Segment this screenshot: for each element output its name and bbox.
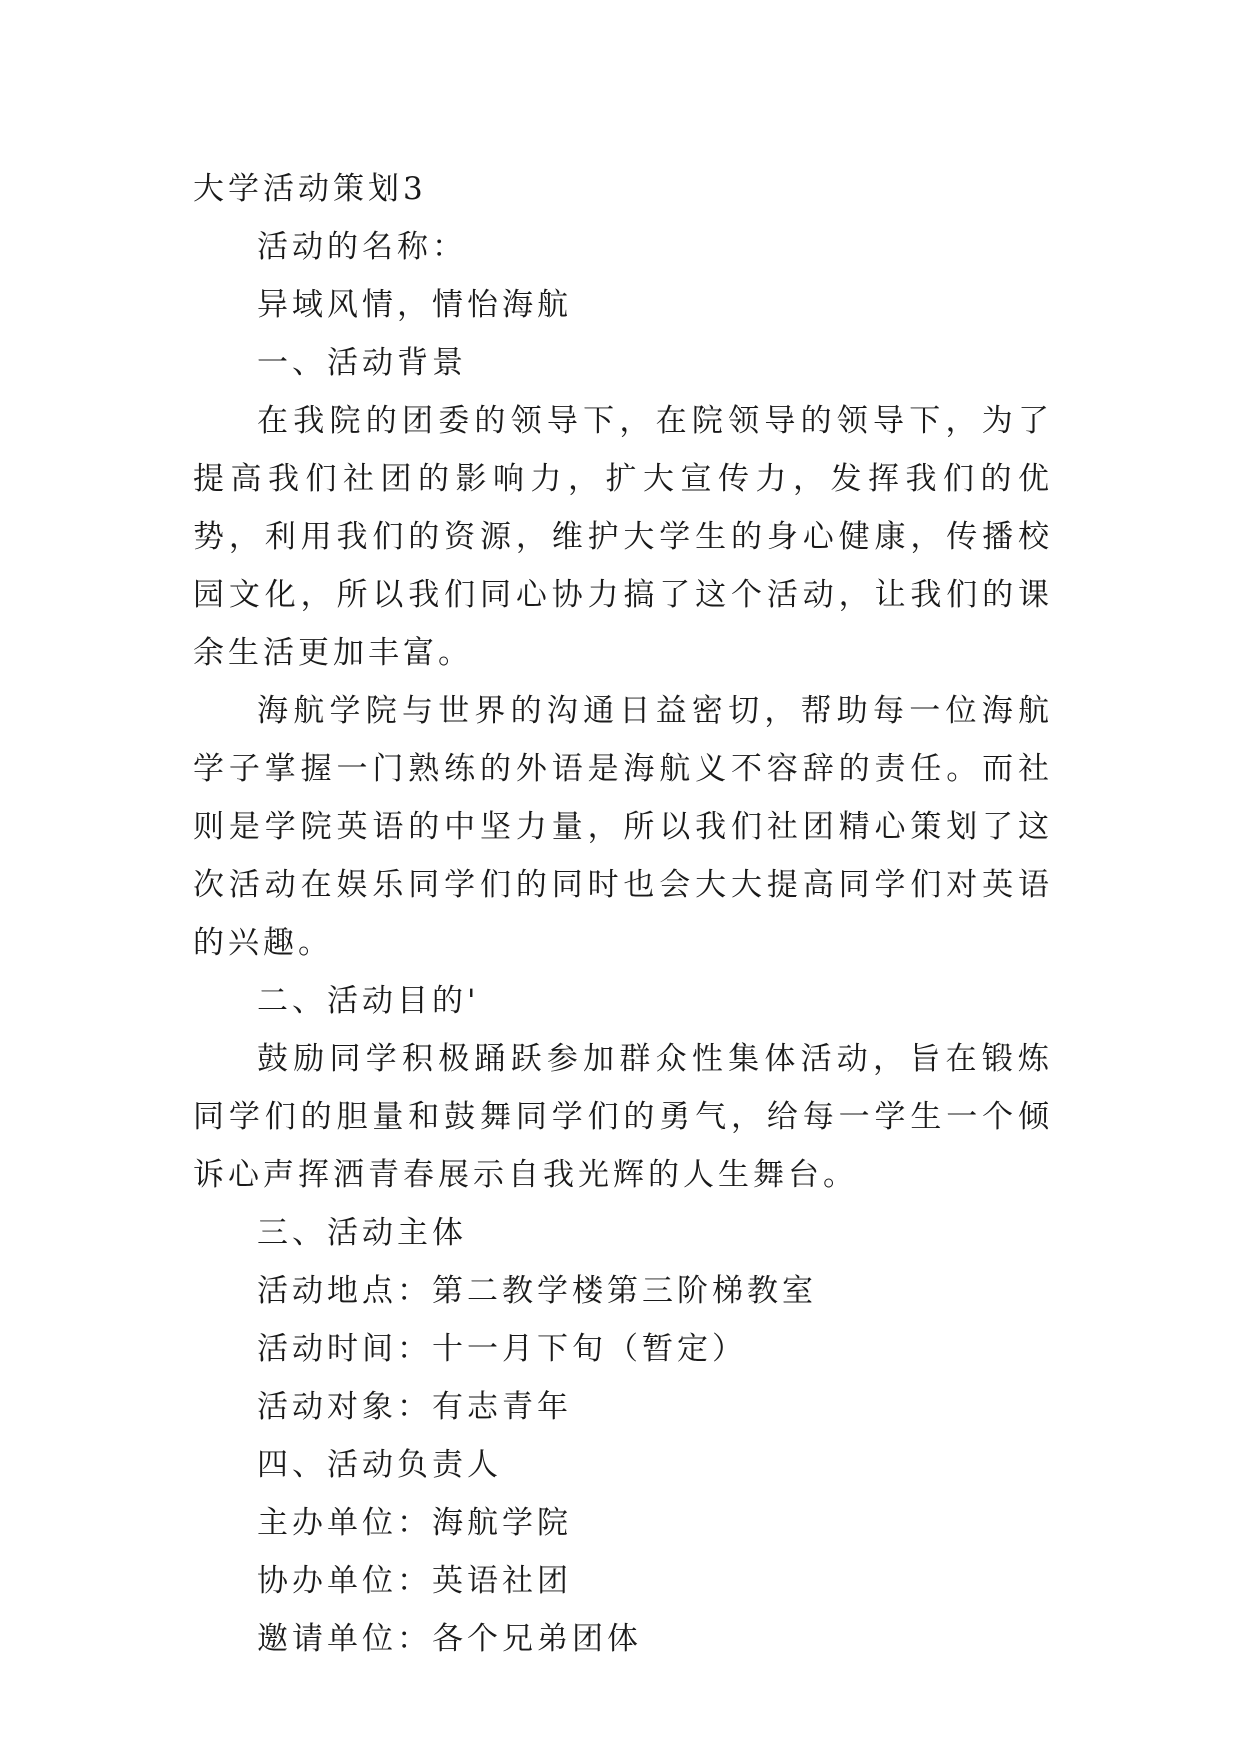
- activity-time: 活动时间：十一月下旬（暂定）: [257, 1331, 747, 1367]
- invited-unit: 邀请单位：各个兄弟团体: [257, 1621, 642, 1657]
- activity-place: 活动地点：第二教学楼第三阶梯教室: [257, 1273, 817, 1309]
- document-title: 大学活动策划3: [193, 171, 427, 207]
- activity-target: 活动对象：有志青年: [257, 1389, 572, 1425]
- purpose-paragraph: 鼓励同学积极踊跃参加群众性集体活动，旨在锻炼同学们的胆量和鼓舞同学们的勇气，给每一学生一个倾诉心声挥洒青春展示自我光辉的人生舞台。: [193, 1041, 1053, 1193]
- section-heading-subject: 三、活动主体: [257, 1215, 467, 1251]
- activity-name-value: 异域风情，情怡海航: [257, 287, 572, 323]
- document-body: [193, 160, 1053, 1668]
- background-paragraph-1: 在我院的团委的领导下，在院领导的领导下，为了提高我们社团的影响力，扩大宣传力，发挥我们的优势，利用我们的资源，维护大学生的身心健康，传播校园文化，所以我们同心协力搞了这个活动，让我们的课余生活更加丰富。: [193, 403, 1053, 671]
- section-heading-background: 一、活动背景: [257, 345, 467, 381]
- section-heading-purpose: 二、活动目的': [257, 983, 480, 1019]
- background-paragraph-2: 海航学院与世界的沟通日益密切，帮助每一位海航学子掌握一门熟练的外语是海航义不容辞的责任。而社则是学院英语的中坚力量，所以我们社团精心策划了这次活动在娱乐同学们的同时也会大大提高同学们对英语的兴趣。: [193, 693, 1053, 961]
- section-heading-responsible: 四、活动负责人: [257, 1447, 502, 1483]
- activity-name-label: 活动的名称：: [257, 229, 467, 265]
- host-unit: 主办单位：海航学院: [257, 1505, 572, 1541]
- co-host-unit: 协办单位：英语社团: [257, 1563, 572, 1599]
